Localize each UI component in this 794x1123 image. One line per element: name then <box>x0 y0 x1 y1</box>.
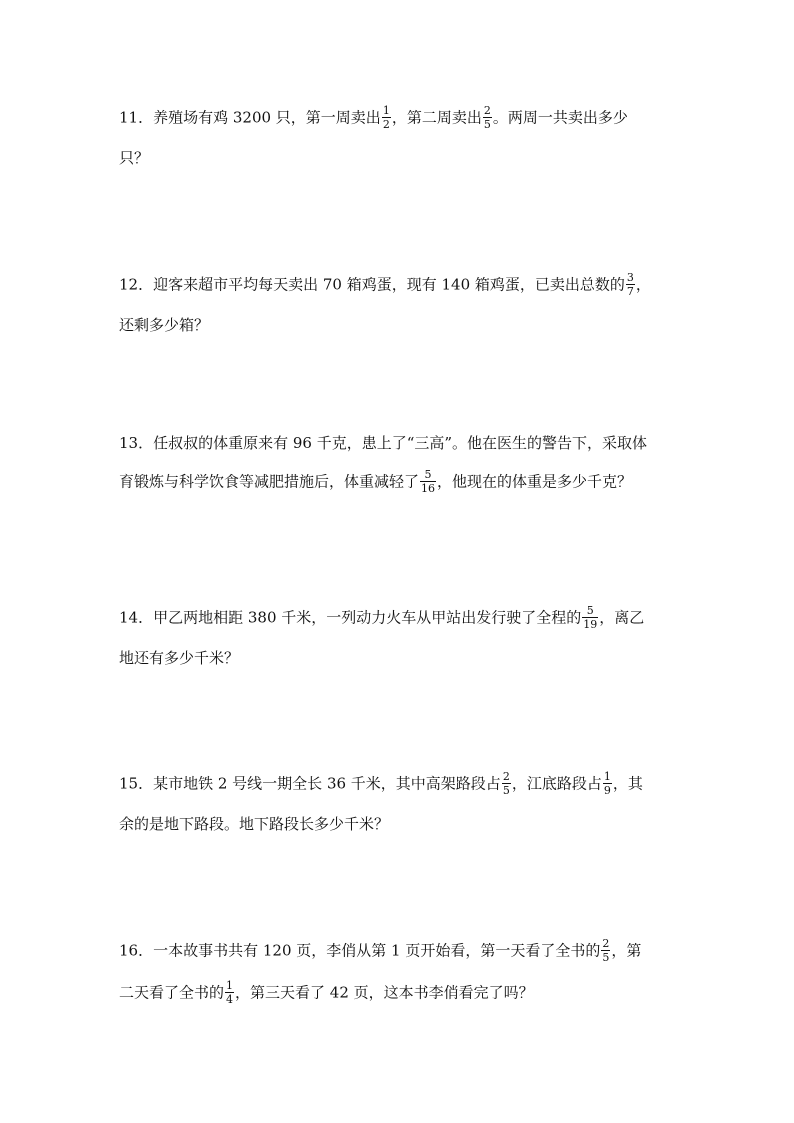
problem-13-line-2 <box>119 470 679 495</box>
fraction <box>420 469 436 494</box>
fraction-denominator: 5 <box>483 118 491 131</box>
problem-text: ， <box>635 275 651 294</box>
problem-text: 只？ <box>119 149 150 167</box>
problem-number: 15． <box>119 774 154 793</box>
fraction-denominator: 9 <box>603 784 611 797</box>
problem-text: 余的是地下路段。地下路段长多少千米？ <box>119 815 390 833</box>
problem-text: 迎客来超市平均每天卖出 70 箱鸡蛋，现有 140 箱鸡蛋，已卖出总数的 <box>153 275 625 294</box>
problem-text: 。两周一共卖出多少 <box>492 108 628 127</box>
problem-16-line-2 <box>119 981 679 1006</box>
problem-13-line-1 <box>119 433 679 453</box>
problem-14 <box>119 606 679 668</box>
fraction <box>483 105 492 130</box>
problem-14-line-2 <box>119 648 679 668</box>
problem-16-line-1 <box>119 939 679 964</box>
problem-number: 12． <box>119 275 154 294</box>
problem-12-line-2 <box>119 315 679 335</box>
fraction <box>603 771 612 796</box>
fraction-numerator: 2 <box>502 770 510 783</box>
fraction <box>601 938 610 963</box>
problem-text: ，第三天看了 42 页，这本书李俏看完了吗？ <box>235 983 534 1002</box>
fraction-denominator: 19 <box>583 618 598 631</box>
fraction-numerator: 5 <box>582 605 598 618</box>
fraction-denominator: 16 <box>421 482 436 495</box>
problem-11-line-2 <box>119 148 679 168</box>
problem-15 <box>119 772 679 834</box>
problem-number: 11． <box>119 108 154 127</box>
problem-13 <box>119 433 679 495</box>
problem-text: 养殖场有鸡 3200 只，第一周卖出 <box>153 108 381 127</box>
problem-text: ，其 <box>612 774 643 793</box>
fraction-numerator: 3 <box>626 271 634 284</box>
problem-text: ，离乙 <box>599 608 645 627</box>
fraction-denominator: 5 <box>502 784 510 797</box>
problem-text: 某市地铁 2 号线一期全长 36 千米，其中高架路段占 <box>153 774 501 793</box>
problem-number: 16． <box>119 941 154 960</box>
fraction <box>502 771 511 796</box>
fraction-numerator: 2 <box>483 104 491 117</box>
problem-text: 一本故事书共有 120 页，李俏从第 1 页开始看，第一天看了全书的 <box>153 941 601 960</box>
problem-11 <box>119 106 679 168</box>
problem-text: ，江底路段占 <box>511 774 602 793</box>
fraction-denominator: 2 <box>382 118 390 131</box>
fraction <box>225 980 234 1005</box>
problem-text: 还剩多少箱？ <box>119 316 210 334</box>
fraction-numerator: 2 <box>602 937 610 950</box>
problem-text: ，第二周卖出 <box>391 108 482 127</box>
fraction <box>582 605 598 630</box>
problem-15-line-2 <box>119 814 679 834</box>
problem-number: 13． <box>119 434 154 452</box>
problem-11-line-1 <box>119 106 679 131</box>
problem-text: 育锻炼与科学饮食等减肥措施后，体重减轻了 <box>119 472 420 491</box>
problem-text: 任叔叔的体重原来有 96 千克，患上了“三高”。他在医生的警告下，采取体 <box>153 434 648 452</box>
problem-15-line-1 <box>119 772 679 797</box>
problem-text: ，第 <box>611 941 642 960</box>
problem-12 <box>119 273 679 335</box>
fraction <box>626 272 635 297</box>
problem-14-line-1 <box>119 606 679 631</box>
problem-text: 地还有多少千米？ <box>119 649 240 667</box>
problem-text: 二天看了全书的 <box>119 983 225 1002</box>
problem-text: ，他现在的体重是多少千克？ <box>437 472 633 491</box>
fraction <box>382 105 391 130</box>
fraction-numerator: 1 <box>603 770 611 783</box>
problem-number: 14． <box>119 608 154 627</box>
fraction-numerator: 5 <box>420 469 436 482</box>
fraction-denominator: 7 <box>626 285 634 298</box>
fraction-denominator: 4 <box>226 993 234 1006</box>
problem-16 <box>119 939 679 1006</box>
fraction-numerator: 1 <box>226 979 234 992</box>
fraction-numerator: 1 <box>382 104 390 117</box>
problem-text: 甲乙两地相距 380 千米，一列动力火车从甲站出发行驶了全程的 <box>153 608 582 627</box>
fraction-denominator: 5 <box>602 951 610 964</box>
problem-12-line-1 <box>119 273 679 298</box>
